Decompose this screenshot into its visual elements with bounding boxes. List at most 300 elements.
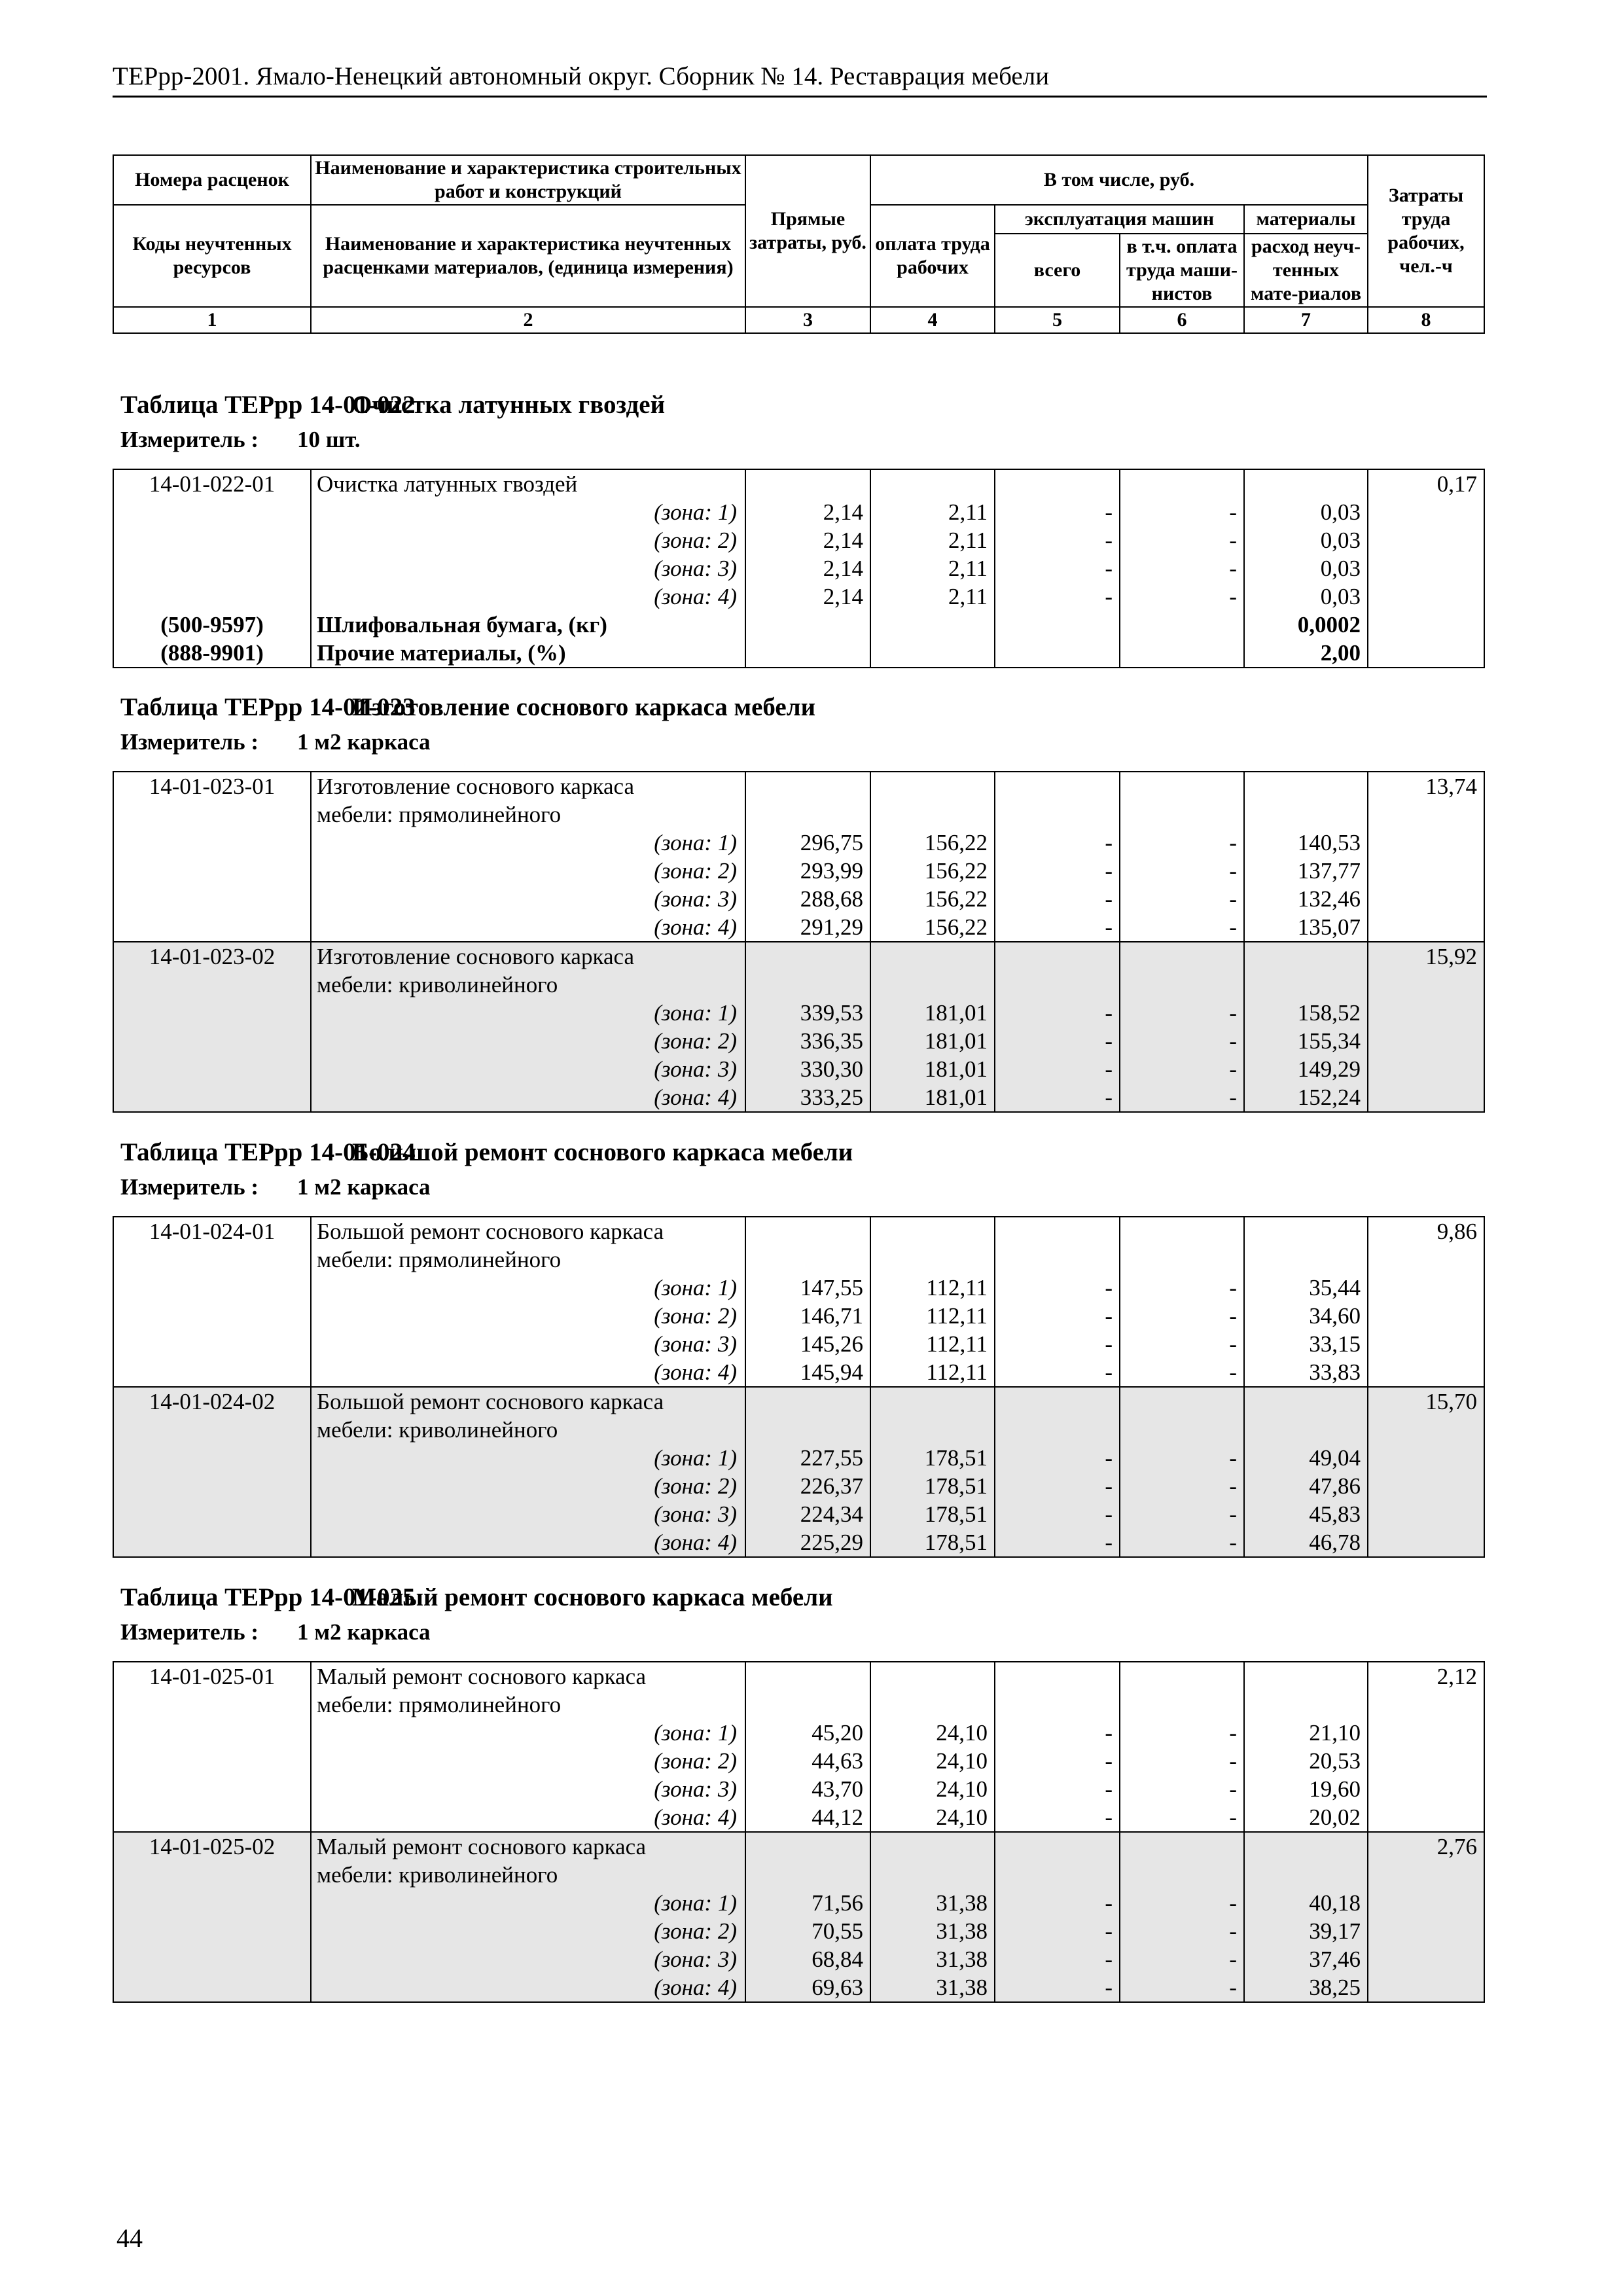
machines-cost: - xyxy=(995,1083,1120,1112)
rate-name-line: Очистка латунных гвоздей xyxy=(311,469,745,498)
materials-cost: 20,53 xyxy=(1244,1747,1368,1775)
cell-empty xyxy=(995,1217,1120,1246)
direct-cost: 2,14 xyxy=(745,554,870,583)
cell-empty xyxy=(1368,999,1484,1027)
zone-label: (зона: 2) xyxy=(311,1027,745,1055)
measure-value: 1 м2 каркаса xyxy=(297,1619,431,1645)
wages-cost: 181,01 xyxy=(870,1055,995,1083)
cell-empty xyxy=(1368,1444,1484,1472)
rate-name-row xyxy=(113,1246,1484,1274)
measure-label: Измеритель : xyxy=(120,427,259,452)
cell-empty xyxy=(870,942,995,971)
direct-cost: 147,55 xyxy=(745,1274,870,1302)
cell-empty xyxy=(1368,829,1484,857)
cell-empty xyxy=(745,611,870,639)
cell-empty xyxy=(113,1803,311,1832)
materials-cost: 0,03 xyxy=(1244,583,1368,611)
cell-empty xyxy=(995,1387,1120,1416)
direct-cost: 2,14 xyxy=(745,526,870,554)
cell-empty xyxy=(113,1528,311,1557)
machines-cost: - xyxy=(995,1889,1120,1917)
cell-empty xyxy=(745,1832,870,1861)
cell-empty xyxy=(113,1246,311,1274)
zone-row xyxy=(113,1747,1484,1775)
wages-cost: 112,11 xyxy=(870,1274,995,1302)
cell-empty xyxy=(1120,1246,1244,1274)
table-title-name: Большой ремонт соснового каркаса мебели xyxy=(352,1138,853,1166)
col-header-in-total: В том числе, руб. xyxy=(870,155,1368,205)
machines-cost: - xyxy=(995,1330,1120,1358)
machinist-wages: - xyxy=(1120,1302,1244,1330)
zone-label: (зона: 1) xyxy=(311,498,745,526)
direct-cost: 226,37 xyxy=(745,1472,870,1500)
cell-empty xyxy=(870,639,995,668)
cell-empty xyxy=(1120,1217,1244,1246)
labor-cost: 2,76 xyxy=(1368,1832,1484,1861)
machinist-wages: - xyxy=(1120,1083,1244,1112)
col-number: 2 xyxy=(311,307,745,333)
cell-empty xyxy=(1368,800,1484,829)
direct-cost: 333,25 xyxy=(745,1083,870,1112)
cell-empty xyxy=(745,1416,870,1444)
rate-name-line: Изготовление соснового каркаса xyxy=(311,772,745,800)
rate-name-line: Большой ремонт соснового каркаса xyxy=(311,1217,745,1246)
machines-cost: - xyxy=(995,913,1120,942)
wages-cost: 156,22 xyxy=(870,913,995,942)
cell-empty xyxy=(1368,857,1484,885)
rate-name-row xyxy=(113,1832,1484,1861)
machinist-wages: - xyxy=(1120,526,1244,554)
zone-row xyxy=(113,554,1484,583)
labor-cost: 9,86 xyxy=(1368,1217,1484,1246)
column-header-table xyxy=(113,154,1485,334)
machinist-wages: - xyxy=(1120,1719,1244,1747)
zone-row xyxy=(113,1889,1484,1917)
cell-empty xyxy=(1368,1500,1484,1528)
col-header-rate-numbers: Номера расценок xyxy=(113,155,311,205)
direct-cost: 2,14 xyxy=(745,583,870,611)
direct-cost: 45,20 xyxy=(745,1719,870,1747)
cell-empty xyxy=(113,1500,311,1528)
rate-name-row xyxy=(113,1217,1484,1246)
cell-empty xyxy=(113,1775,311,1803)
cell-empty xyxy=(113,913,311,942)
machines-cost: - xyxy=(995,1358,1120,1387)
rate-name-line: мебели: криволинейного xyxy=(311,1861,745,1889)
zone-label: (зона: 3) xyxy=(311,885,745,913)
cell-empty xyxy=(1368,1945,1484,1973)
cell-empty xyxy=(1368,1719,1484,1747)
cell-empty xyxy=(113,999,311,1027)
rate-name-line: мебели: криволинейного xyxy=(311,1416,745,1444)
cell-empty xyxy=(1368,1330,1484,1358)
zone-label: (зона: 4) xyxy=(311,1528,745,1557)
cell-empty xyxy=(1244,1832,1368,1861)
col-header-machines: эксплуатация машин xyxy=(995,205,1244,234)
rate-block xyxy=(113,1662,1484,1832)
cell-empty xyxy=(995,1662,1120,1691)
cell-empty xyxy=(1368,1889,1484,1917)
rate-code: 14-01-025-02 xyxy=(113,1832,311,1861)
machines-cost: - xyxy=(995,1500,1120,1528)
col-header-material-name: Наименование и характеристика неучтенных расценками материалов, (единица измерения) xyxy=(311,205,745,307)
col-header-labor-costs: Затраты труда рабочих, чел.-ч xyxy=(1368,155,1484,307)
zone-row xyxy=(113,1083,1484,1112)
rate-block xyxy=(113,1217,1484,1387)
col-header-wages: оплата труда рабочих xyxy=(870,205,995,307)
resource-value: 0,0002 xyxy=(1244,611,1368,639)
machinist-wages: - xyxy=(1120,885,1244,913)
machinist-wages: - xyxy=(1120,498,1244,526)
table-measure xyxy=(120,427,361,453)
wages-cost: 24,10 xyxy=(870,1747,995,1775)
cell-empty xyxy=(1120,639,1244,668)
rate-code: 14-01-024-01 xyxy=(113,1217,311,1246)
rate-block xyxy=(113,1832,1484,2002)
wages-cost: 2,11 xyxy=(870,498,995,526)
col-header-machines-total: всего xyxy=(995,234,1120,307)
table-measure xyxy=(120,729,431,755)
labor-cost: 2,12 xyxy=(1368,1662,1484,1691)
cell-empty xyxy=(745,772,870,800)
page-number: 44 xyxy=(116,2223,143,2253)
cell-empty xyxy=(1244,1861,1368,1889)
cell-empty xyxy=(1368,1416,1484,1444)
cell-empty xyxy=(113,1083,311,1112)
col-number: 5 xyxy=(995,307,1120,333)
zone-row xyxy=(113,1945,1484,1973)
cell-empty xyxy=(1368,1302,1484,1330)
direct-cost: 2,14 xyxy=(745,498,870,526)
col-number: 1 xyxy=(113,307,311,333)
machines-cost: - xyxy=(995,1973,1120,2002)
direct-cost: 330,30 xyxy=(745,1055,870,1083)
zone-row xyxy=(113,583,1484,611)
resource-value: 2,00 xyxy=(1244,639,1368,668)
rate-code: 14-01-023-01 xyxy=(113,772,311,800)
machinist-wages: - xyxy=(1120,1055,1244,1083)
rate-name-line: мебели: прямолинейного xyxy=(311,1691,745,1719)
materials-cost: 137,77 xyxy=(1244,857,1368,885)
direct-cost: 225,29 xyxy=(745,1528,870,1557)
cell-empty xyxy=(995,1246,1120,1274)
cell-empty xyxy=(1368,1358,1484,1387)
zone-row xyxy=(113,913,1484,942)
cell-empty xyxy=(113,1945,311,1973)
cell-empty xyxy=(113,1302,311,1330)
cell-empty xyxy=(113,1719,311,1747)
cell-empty xyxy=(1368,1803,1484,1832)
machines-cost: - xyxy=(995,829,1120,857)
machinist-wages: - xyxy=(1120,829,1244,857)
rate-name-row xyxy=(113,772,1484,800)
wages-cost: 31,38 xyxy=(870,1889,995,1917)
direct-cost: 71,56 xyxy=(745,1889,870,1917)
cell-empty xyxy=(1120,942,1244,971)
machines-cost: - xyxy=(995,885,1120,913)
machinist-wages: - xyxy=(1120,1274,1244,1302)
zone-label: (зона: 3) xyxy=(311,1500,745,1528)
wages-cost: 24,10 xyxy=(870,1775,995,1803)
cell-empty xyxy=(1120,971,1244,999)
machinist-wages: - xyxy=(1120,554,1244,583)
zone-row xyxy=(113,1055,1484,1083)
machines-cost: - xyxy=(995,1055,1120,1083)
rate-table xyxy=(113,771,1485,1113)
materials-cost: 135,07 xyxy=(1244,913,1368,942)
labor-cost: 13,74 xyxy=(1368,772,1484,800)
resource-name: Шлифовальная бумага, (кг) xyxy=(311,611,745,639)
zone-row xyxy=(113,1528,1484,1557)
cell-empty xyxy=(1120,1416,1244,1444)
cell-empty xyxy=(870,611,995,639)
zone-label: (зона: 2) xyxy=(311,1472,745,1500)
zone-row xyxy=(113,1330,1484,1358)
wages-cost: 156,22 xyxy=(870,885,995,913)
materials-cost: 19,60 xyxy=(1244,1775,1368,1803)
rate-code: 14-01-023-02 xyxy=(113,942,311,971)
table-measure xyxy=(120,1619,431,1645)
zone-row xyxy=(113,1719,1484,1747)
cell-empty xyxy=(1368,1691,1484,1719)
machines-cost: - xyxy=(995,1302,1120,1330)
materials-cost: 40,18 xyxy=(1244,1889,1368,1917)
cell-empty xyxy=(1368,498,1484,526)
wages-cost: 156,22 xyxy=(870,857,995,885)
col-header-machinist-wages: в т.ч. оплата труда маши-нистов xyxy=(1120,234,1244,307)
materials-cost: 38,25 xyxy=(1244,1973,1368,2002)
materials-cost: 49,04 xyxy=(1244,1444,1368,1472)
cell-empty xyxy=(1368,583,1484,611)
wages-cost: 181,01 xyxy=(870,999,995,1027)
zone-label: (зона: 4) xyxy=(311,1803,745,1832)
cell-empty xyxy=(1120,772,1244,800)
rate-name-line: мебели: прямолинейного xyxy=(311,800,745,829)
direct-cost: 339,53 xyxy=(745,999,870,1027)
zone-label: (зона: 1) xyxy=(311,1274,745,1302)
zone-label: (зона: 3) xyxy=(311,554,745,583)
machines-cost: - xyxy=(995,1945,1120,1973)
machinist-wages: - xyxy=(1120,1775,1244,1803)
rate-name-row xyxy=(113,942,1484,971)
wages-cost: 181,01 xyxy=(870,1027,995,1055)
cell-empty xyxy=(1368,1861,1484,1889)
zone-row xyxy=(113,1917,1484,1945)
rate-name-row xyxy=(113,469,1484,498)
cell-empty xyxy=(745,639,870,668)
cell-empty xyxy=(113,554,311,583)
table-title-name: Малый ремонт соснового каркаса мебели xyxy=(352,1583,833,1611)
cell-empty xyxy=(870,1691,995,1719)
cell-empty xyxy=(1368,1472,1484,1500)
zone-row xyxy=(113,1274,1484,1302)
direct-cost: 227,55 xyxy=(745,1444,870,1472)
col-number: 7 xyxy=(1244,307,1368,333)
cell-empty xyxy=(1368,1083,1484,1112)
cell-empty xyxy=(745,469,870,498)
wages-cost: 178,51 xyxy=(870,1444,995,1472)
cell-empty xyxy=(1244,1416,1368,1444)
wages-cost: 31,38 xyxy=(870,1917,995,1945)
cell-empty xyxy=(113,971,311,999)
table-title-code: Таблица ТЕРрр 14-01-022 xyxy=(120,391,416,419)
machinist-wages: - xyxy=(1120,583,1244,611)
cell-empty xyxy=(745,942,870,971)
zone-label: (зона: 3) xyxy=(311,1945,745,1973)
col-header-material-consumption: расход неуч-тенных мате-риалов xyxy=(1244,234,1368,307)
table-title-code: Таблица ТЕРрр 14-01-023 xyxy=(120,693,416,721)
cell-empty xyxy=(870,971,995,999)
materials-cost: 140,53 xyxy=(1244,829,1368,857)
cell-empty xyxy=(1244,1387,1368,1416)
direct-cost: 224,34 xyxy=(745,1500,870,1528)
machinist-wages: - xyxy=(1120,1528,1244,1557)
zone-row xyxy=(113,857,1484,885)
cell-empty xyxy=(1368,1973,1484,2002)
machines-cost: - xyxy=(995,1775,1120,1803)
col-header-resource-codes: Коды неучтенных ресурсов xyxy=(113,205,311,307)
table-title-code: Таблица ТЕРрр 14-01-024 xyxy=(120,1138,416,1166)
cell-empty xyxy=(1120,1832,1244,1861)
direct-cost: 145,94 xyxy=(745,1358,870,1387)
cell-empty xyxy=(1368,1747,1484,1775)
cell-empty xyxy=(1368,1274,1484,1302)
cell-empty xyxy=(1368,1775,1484,1803)
zone-label: (зона: 1) xyxy=(311,1719,745,1747)
direct-cost: 336,35 xyxy=(745,1027,870,1055)
machines-cost: - xyxy=(995,1528,1120,1557)
cell-empty xyxy=(1244,942,1368,971)
rate-name-line: мебели: криволинейного xyxy=(311,971,745,999)
direct-cost: 68,84 xyxy=(745,1945,870,1973)
cell-empty xyxy=(1368,611,1484,639)
cell-empty xyxy=(1244,1691,1368,1719)
cell-empty xyxy=(113,1055,311,1083)
cell-empty xyxy=(995,639,1120,668)
rate-block xyxy=(113,469,1484,668)
cell-empty xyxy=(745,1662,870,1691)
measure-value: 10 шт. xyxy=(297,427,361,452)
machines-cost: - xyxy=(995,1917,1120,1945)
wages-cost: 112,11 xyxy=(870,1358,995,1387)
cell-empty xyxy=(113,1889,311,1917)
wages-cost: 178,51 xyxy=(870,1500,995,1528)
wages-cost: 156,22 xyxy=(870,829,995,857)
wages-cost: 24,10 xyxy=(870,1803,995,1832)
cell-empty xyxy=(113,1691,311,1719)
direct-cost: 291,29 xyxy=(745,913,870,942)
cell-empty xyxy=(113,526,311,554)
cell-empty xyxy=(995,611,1120,639)
cell-empty xyxy=(870,1861,995,1889)
wages-cost: 24,10 xyxy=(870,1719,995,1747)
zone-label: (зона: 4) xyxy=(311,583,745,611)
zone-label: (зона: 4) xyxy=(311,1358,745,1387)
wages-cost: 112,11 xyxy=(870,1302,995,1330)
cell-empty xyxy=(1368,1027,1484,1055)
materials-cost: 0,03 xyxy=(1244,526,1368,554)
machines-cost: - xyxy=(995,526,1120,554)
cell-empty xyxy=(1244,1246,1368,1274)
measure-label: Измеритель : xyxy=(120,1619,259,1645)
cell-empty xyxy=(1368,639,1484,668)
cell-empty xyxy=(1368,526,1484,554)
wages-cost: 2,11 xyxy=(870,526,995,554)
cell-empty xyxy=(995,1416,1120,1444)
wages-cost: 178,51 xyxy=(870,1472,995,1500)
cell-empty xyxy=(1244,1662,1368,1691)
table-title-name: Изготовление соснового каркаса мебели xyxy=(352,693,816,721)
cell-empty xyxy=(745,1387,870,1416)
direct-cost: 44,12 xyxy=(745,1803,870,1832)
zone-row xyxy=(113,1358,1484,1387)
wages-cost: 181,01 xyxy=(870,1083,995,1112)
machines-cost: - xyxy=(995,554,1120,583)
wages-cost: 2,11 xyxy=(870,583,995,611)
direct-cost: 145,26 xyxy=(745,1330,870,1358)
cell-empty xyxy=(1368,1246,1484,1274)
direct-cost: 69,63 xyxy=(745,1973,870,2002)
cell-empty xyxy=(1120,1662,1244,1691)
cell-empty xyxy=(995,1832,1120,1861)
cell-empty xyxy=(1368,1055,1484,1083)
rate-table xyxy=(113,1661,1485,2003)
cell-empty xyxy=(745,1861,870,1889)
zone-label: (зона: 1) xyxy=(311,999,745,1027)
labor-cost: 15,92 xyxy=(1368,942,1484,971)
cell-empty xyxy=(1368,1528,1484,1557)
machinist-wages: - xyxy=(1120,999,1244,1027)
materials-cost: 158,52 xyxy=(1244,999,1368,1027)
machinist-wages: - xyxy=(1120,913,1244,942)
machines-cost: - xyxy=(995,1444,1120,1472)
machinist-wages: - xyxy=(1120,1803,1244,1832)
materials-cost: 33,83 xyxy=(1244,1358,1368,1387)
table-measure xyxy=(120,1174,431,1200)
wages-cost: 31,38 xyxy=(870,1973,995,2002)
rate-name-row xyxy=(113,1662,1484,1691)
cell-empty xyxy=(113,583,311,611)
machinist-wages: - xyxy=(1120,1472,1244,1500)
machines-cost: - xyxy=(995,583,1120,611)
materials-cost: 37,46 xyxy=(1244,1945,1368,1973)
machines-cost: - xyxy=(995,1719,1120,1747)
rate-name-row xyxy=(113,1416,1484,1444)
zone-row xyxy=(113,829,1484,857)
materials-cost: 46,78 xyxy=(1244,1528,1368,1557)
cell-empty xyxy=(1244,800,1368,829)
zone-label: (зона: 1) xyxy=(311,1889,745,1917)
cell-empty xyxy=(1368,885,1484,913)
zone-row xyxy=(113,498,1484,526)
materials-cost: 33,15 xyxy=(1244,1330,1368,1358)
cell-empty xyxy=(113,829,311,857)
cell-empty xyxy=(113,1472,311,1500)
zone-row xyxy=(113,1803,1484,1832)
cell-empty xyxy=(113,1330,311,1358)
cell-empty xyxy=(1120,469,1244,498)
rate-name-line: Изготовление соснового каркаса xyxy=(311,942,745,971)
zone-label: (зона: 3) xyxy=(311,1775,745,1803)
machines-cost: - xyxy=(995,1027,1120,1055)
materials-cost: 0,03 xyxy=(1244,498,1368,526)
cell-empty xyxy=(113,1416,311,1444)
machines-cost: - xyxy=(995,1803,1120,1832)
zone-row xyxy=(113,526,1484,554)
materials-cost: 152,24 xyxy=(1244,1083,1368,1112)
rate-table xyxy=(113,469,1485,668)
resource-code: (500-9597) xyxy=(113,611,311,639)
